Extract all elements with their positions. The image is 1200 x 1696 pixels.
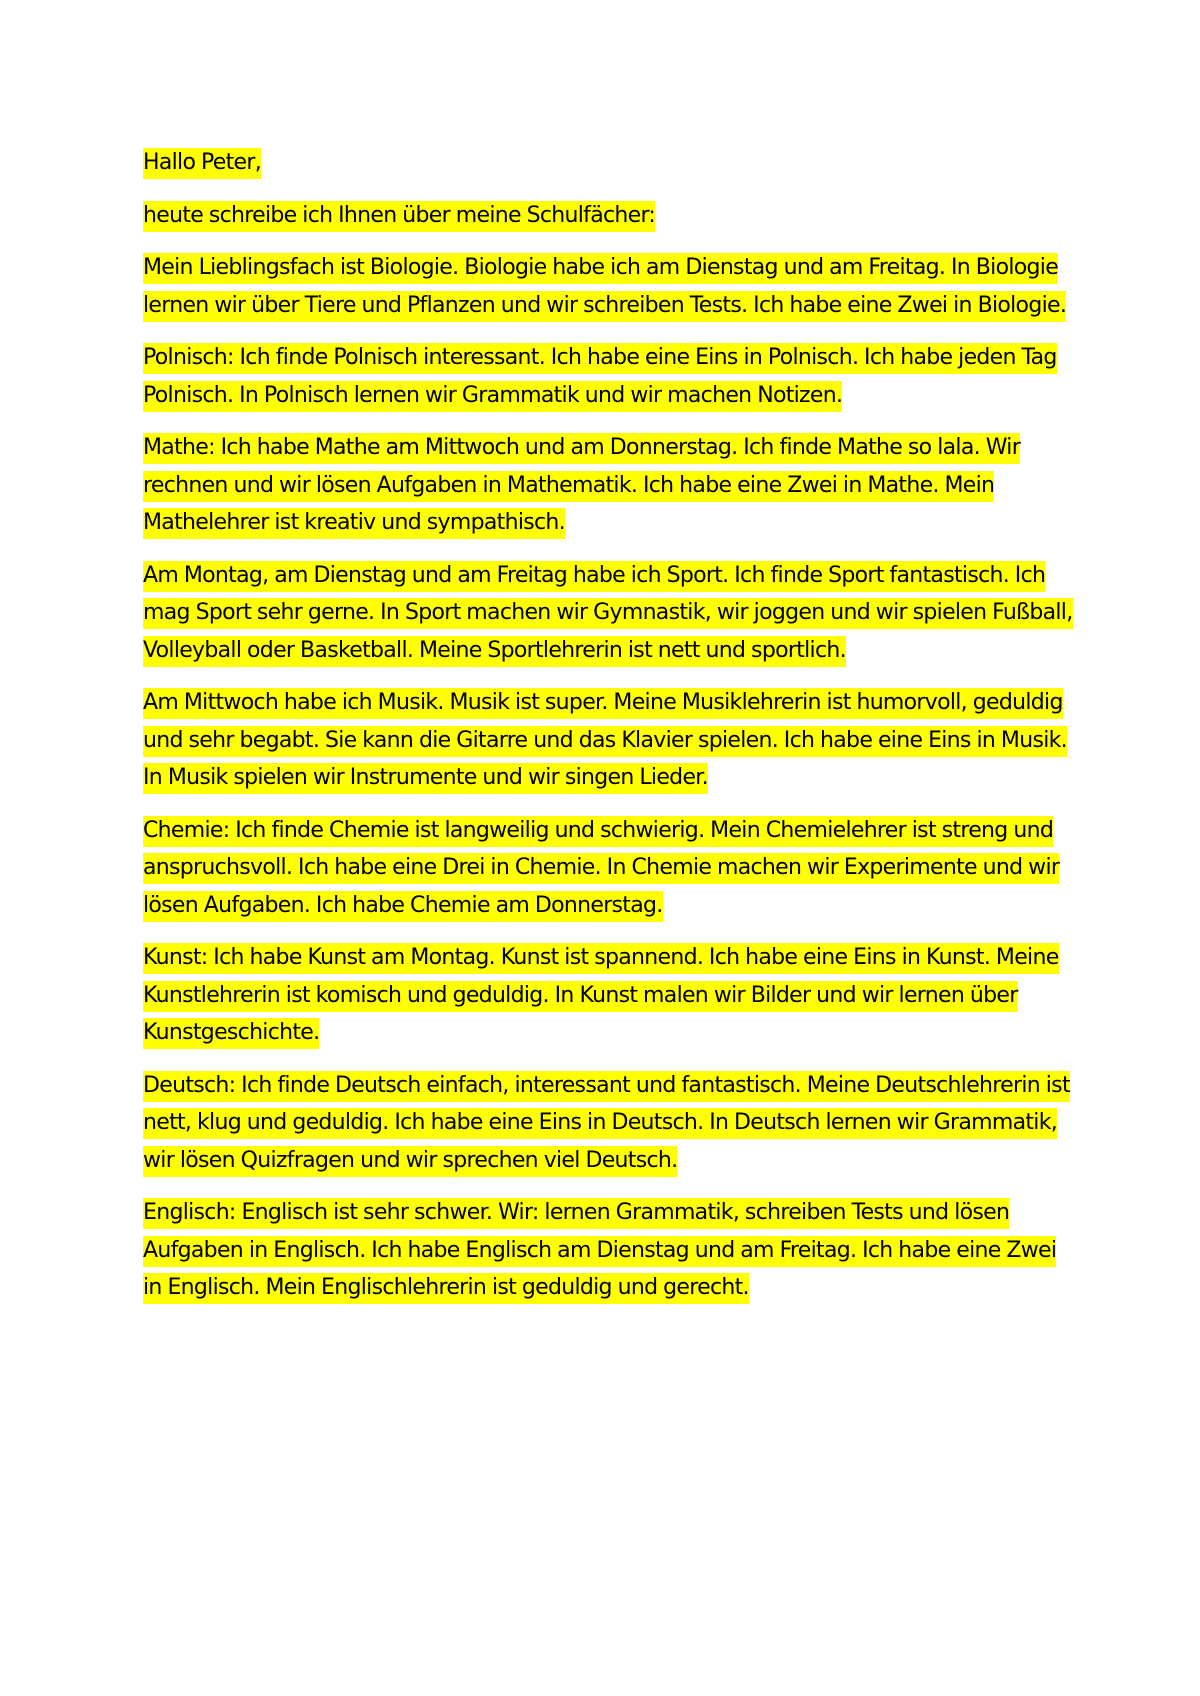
- highlighted-text: heute schreibe ich Ihnen über meine Schulfächer:: [143, 201, 655, 232]
- paragraph-biologie: [143, 249, 1073, 324]
- highlighted-text: Am Mittwoch habe ich Musik. Musik ist super. Meine Musiklehrerin ist humorvoll, geduldig und sehr begabt. Sie kann die Gitarre und das Klavier spielen. Ich habe eine Eins in Musik. In Musik spielen wir Instrumente und wir singen Lieder.: [143, 688, 1067, 794]
- paragraph-musik: [143, 684, 1073, 797]
- greeting-paragraph: [143, 144, 1073, 182]
- paragraph-polnisch: [143, 339, 1073, 414]
- highlighted-text: Kunst: Ich habe Kunst am Montag. Kunst ist spannend. Ich habe eine Eins in Kunst. Meine Kunstlehrerin ist komisch und geduldig. In Kunst malen wir Bilder und wir lernen über Kunstgeschichte.: [143, 943, 1059, 1049]
- paragraph-mathe: [143, 429, 1073, 542]
- highlighted-text: Deutsch: Ich finde Deutsch einfach, interessant und fantastisch. Meine Deutschlehrerin ist nett, klug und geduldig. Ich habe eine Eins in Deutsch. In Deutsch lernen wir Grammatik, wir lösen Quizfragen und wir sprechen viel Deutsch.: [143, 1071, 1070, 1177]
- highlighted-text: Mathe: Ich habe Mathe am Mittwoch und am Donnerstag. Ich finde Mathe so lala. Wir rechnen und wir lösen Aufgaben in Mathematik. Ich habe eine Zwei in Mathe. Mein Mathelehrer ist kreativ und sympathisch.: [143, 433, 1020, 539]
- intro-paragraph: [143, 197, 1073, 235]
- highlighted-text: Chemie: Ich finde Chemie ist langweilig und schwierig. Mein Chemielehrer ist streng und anspruchsvoll. Ich habe eine Drei in Chemie. In Chemie machen wir Experimente und wir lösen Aufgaben. Ich habe Chemie am Donnerstag.: [143, 816, 1059, 922]
- paragraph-chemie: [143, 812, 1073, 925]
- highlighted-text: Mein Lieblingsfach ist Biologie. Biologie habe ich am Dienstag und am Freitag. In Biologie lernen wir über Tiere und Pflanzen und wir schreiben Tests. Ich habe eine Zwei in Biologie.: [143, 253, 1066, 322]
- highlighted-text: Polnisch: Ich finde Polnisch interessant. Ich habe eine Eins in Polnisch. Ich habe jeden Tag Polnisch. In Polnisch lernen wir Grammatik und wir machen Notizen.: [143, 343, 1057, 412]
- paragraph-kunst: [143, 939, 1073, 1052]
- letter-body: [143, 144, 1073, 1322]
- highlighted-text: Am Montag, am Dienstag und am Freitag habe ich Sport. Ich finde Sport fantastisch. Ich mag Sport sehr gerne. In Sport machen wir Gymnastik, wir joggen und wir spielen Fußball, Volleyball oder Basketball. Meine Sportlehrerin ist nett und sportlich.: [143, 561, 1073, 667]
- highlighted-text: Hallo Peter,: [143, 148, 261, 179]
- highlighted-text: Englisch: Englisch ist sehr schwer. Wir: lernen Grammatik, schreiben Tests und lösen Aufgaben in Englisch. Ich habe Englisch am Dienstag und am Freitag. Ich habe eine Zwei in Englisch. Mein Englischlehrerin ist geduldig und gerecht.: [143, 1198, 1056, 1304]
- paragraph-sport: [143, 557, 1073, 670]
- paragraph-englisch: [143, 1194, 1073, 1307]
- paragraph-deutsch: [143, 1067, 1073, 1180]
